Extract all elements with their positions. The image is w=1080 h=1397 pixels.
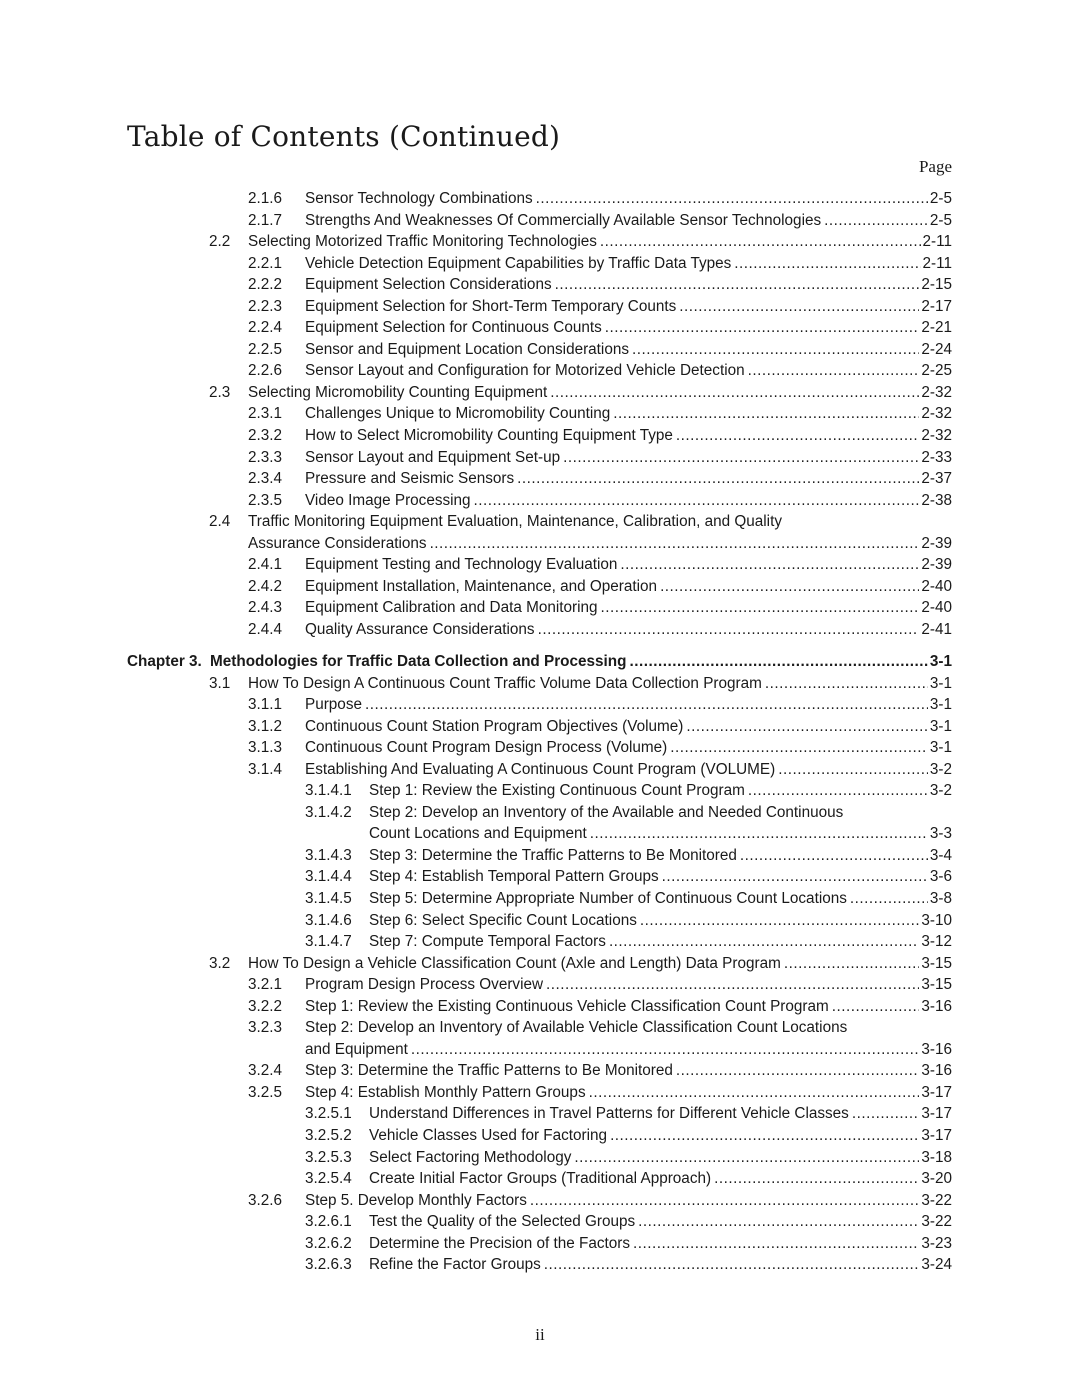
toc-entry-number: 3.2.6	[248, 1191, 283, 1209]
toc-entry-line	[305, 490, 952, 512]
toc-entry[interactable]	[0, 619, 1080, 641]
toc-entry-page[interactable]: 2-11	[922, 233, 952, 251]
toc-entry-number: 2.3	[209, 383, 231, 401]
toc-entry-page[interactable]: 2-5	[929, 190, 952, 207]
dot-leader	[544, 1254, 920, 1276]
dot-leader	[605, 317, 920, 339]
toc-entry-title[interactable]: Step 4: Establish Monthly Pattern Groups	[305, 1083, 586, 1101]
toc-list	[0, 188, 1080, 1276]
toc-entry-title[interactable]: How To Design A Continuous Count Traffic Volume Data Collection Program	[248, 674, 762, 692]
toc-entry-line	[369, 931, 952, 953]
toc-entry-title[interactable]: Equipment Testing and Technology Evaluation	[305, 556, 618, 574]
toc-entry[interactable]	[0, 1190, 1080, 1212]
toc-entry[interactable]	[0, 274, 1080, 296]
toc-entry[interactable]	[0, 1060, 1080, 1082]
dot-leader	[784, 953, 920, 975]
toc-entry[interactable]	[0, 931, 1080, 953]
toc-entry-title[interactable]: Establishing And Evaluating A Continuous Count Program (VOLUME)	[305, 760, 776, 778]
toc-entry-title[interactable]: Continuous Count Program Design Process (Volume)	[305, 739, 668, 757]
dot-leader	[474, 490, 920, 512]
toc-entry-line	[369, 1103, 952, 1125]
dot-leader	[530, 1190, 919, 1212]
dot-leader	[430, 533, 920, 555]
toc-entry-line	[248, 511, 952, 533]
toc-entry-title[interactable]: Step 7: Compute Temporal Factors	[369, 933, 606, 951]
toc-entry-page[interactable]: 3-16	[921, 997, 952, 1015]
toc-entry-page[interactable]: 3-15	[921, 954, 952, 972]
toc-entry-page[interactable]: 2-32	[921, 427, 952, 445]
toc-entry-line	[369, 1254, 952, 1276]
toc-entry-title[interactable]: Equipment Selection for Continuous Counts	[305, 319, 602, 337]
dot-leader	[365, 694, 928, 716]
dot-leader	[550, 382, 919, 404]
toc-entry-line	[305, 996, 952, 1018]
toc-entry-page[interactable]: 2-41	[921, 620, 952, 638]
toc-entry-title[interactable]: Program Design Process Overview	[305, 976, 544, 994]
dot-leader	[600, 231, 921, 253]
toc-entry-title[interactable]: Understand Differences in Travel Patterns for Different Vehicle Classes	[369, 1105, 849, 1123]
toc-entry-title[interactable]: Step 4: Establish Temporal Pattern Groups	[369, 868, 659, 886]
toc-entry[interactable]	[0, 210, 1080, 232]
toc-entry-page[interactable]: 3-22	[921, 1213, 952, 1231]
toc-entry[interactable]	[0, 576, 1080, 598]
toc-entry[interactable]	[0, 490, 1080, 512]
toc-entry-title[interactable]: Equipment Selection Considerations	[305, 276, 552, 294]
toc-entry-number: Chapter 3.	[127, 652, 202, 670]
toc-entry-page[interactable]: 3-1	[929, 739, 952, 757]
dot-leader	[574, 1147, 919, 1169]
toc-entry-number: 2.3.4	[248, 470, 283, 488]
toc-entry[interactable]	[0, 716, 1080, 738]
toc-entry-page[interactable]: 2-5	[929, 211, 952, 229]
toc-entry-line	[305, 694, 952, 716]
toc-entry-page[interactable]: 2-11	[922, 254, 952, 272]
toc-entry-title[interactable]: Equipment Calibration and Data Monitoring	[305, 599, 598, 617]
dot-leader	[852, 1103, 920, 1125]
toc-entry[interactable]	[0, 1254, 1080, 1276]
toc-entry[interactable]	[0, 231, 1080, 253]
toc-entry-number: 3.2.6.1	[305, 1213, 352, 1231]
dot-leader	[538, 619, 920, 641]
toc-entry-number: 2.2.1	[248, 254, 283, 272]
toc-entry-number: 3.1.4.3	[305, 846, 352, 864]
toc-entry[interactable]	[0, 845, 1080, 867]
toc-entry-number: 2.2.6	[248, 362, 283, 380]
toc-entry-number: 3.1.4.4	[305, 868, 352, 886]
toc-entry-page[interactable]: 3-1	[929, 717, 952, 735]
dot-leader	[620, 554, 919, 576]
toc-entry-page[interactable]: 3-4	[929, 846, 952, 864]
toc-entry-number: 3.2.5.4	[305, 1170, 352, 1188]
toc-entry-title[interactable]: Pressure and Seismic Sensors	[305, 470, 515, 488]
toc-entry[interactable]	[0, 468, 1080, 490]
toc-entry[interactable]	[0, 1233, 1080, 1255]
toc-entry-number: 3.2.5.3	[305, 1148, 352, 1166]
toc-entry-title[interactable]: Traffic Monitoring Equipment Evaluation, Maintenance, Calibration, and Quality	[248, 513, 782, 531]
toc-entry-title[interactable]: Determine the Precision of the Factors	[369, 1234, 631, 1252]
page-title: Table of Contents (Continued)	[127, 120, 561, 153]
toc-entry-line	[369, 888, 952, 910]
toc-entry[interactable]	[0, 597, 1080, 619]
toc-entry[interactable]	[0, 554, 1080, 576]
toc-entry-title[interactable]: Step 6: Select Specific Count Locations	[369, 911, 637, 929]
toc-entry-page[interactable]: 3-1	[929, 696, 952, 714]
toc-entry-title[interactable]: Video Image Processing	[305, 491, 471, 509]
dot-leader	[613, 403, 919, 425]
toc-entry-line	[305, 1082, 952, 1104]
toc-entry-line	[369, 845, 952, 867]
dot-leader	[563, 447, 919, 469]
toc-entry-title[interactable]: Step 3: Determine the Traffic Patterns to Be Monitored	[305, 1062, 673, 1080]
dot-leader	[633, 1233, 919, 1255]
toc-entry-page[interactable]: 3-8	[929, 890, 952, 907]
toc-entry-title[interactable]: Vehicle Classes Used for Factoring	[369, 1127, 608, 1145]
toc-entry[interactable]	[0, 953, 1080, 975]
toc-entry-number: 2.4	[209, 513, 231, 531]
toc-entry-number: 2.4.2	[248, 577, 283, 595]
toc-entry-page[interactable]: 3-15	[921, 976, 952, 994]
toc-entry-page[interactable]: 2-15	[921, 276, 952, 294]
toc-entry-number: 3.2.5.1	[305, 1105, 352, 1123]
toc-entry-title[interactable]: Count Locations and Equipment	[369, 825, 587, 843]
toc-entry-line	[248, 231, 952, 253]
toc-entry-page[interactable]: 2-17	[921, 297, 952, 315]
toc-entry-line	[305, 317, 952, 339]
toc-entry-title[interactable]: Purpose	[305, 696, 362, 714]
dot-leader	[536, 188, 928, 210]
toc-entry-line	[305, 425, 952, 447]
page-column-label: Page	[918, 157, 952, 176]
toc-entry-line	[369, 823, 952, 845]
toc-entry[interactable]	[0, 1082, 1080, 1104]
toc-entry-line	[305, 188, 952, 210]
toc-entry[interactable]	[0, 339, 1080, 361]
toc-chapter-entry[interactable]	[0, 651, 1080, 673]
toc-entry-line	[369, 866, 952, 888]
toc-entry-title[interactable]: Step 2: Develop an Inventory of Available Vehicle Classification Count Locations	[305, 1019, 848, 1037]
toc-entry-title[interactable]: Test the Quality of the Selected Groups	[369, 1213, 636, 1231]
toc-entry[interactable]	[0, 1125, 1080, 1147]
toc-entry[interactable]	[0, 360, 1080, 382]
dot-leader	[411, 1039, 919, 1061]
toc-entry-line	[369, 1233, 952, 1255]
toc-entry-page[interactable]: 3-18	[921, 1148, 952, 1166]
toc-entry-page[interactable]: 2-39	[921, 556, 952, 574]
dot-leader	[638, 1211, 919, 1233]
toc-entry-title[interactable]: Refine the Factor Groups	[369, 1256, 541, 1274]
dot-leader	[546, 974, 919, 996]
toc-entry-page[interactable]: 2-37	[921, 470, 952, 488]
toc-entry-number: 2.3.3	[248, 448, 283, 466]
footer-page-number: ii	[535, 1325, 545, 1344]
toc-entry[interactable]	[0, 780, 1080, 802]
toc-entry-number: 2.2.3	[248, 297, 283, 315]
toc-entry-title[interactable]: Selecting Micromobility Counting Equipment	[248, 383, 548, 401]
toc-entry-line	[305, 1039, 952, 1061]
toc-entry-title[interactable]: and Equipment	[305, 1040, 408, 1058]
toc-entry-line	[305, 759, 952, 781]
toc-entry-title[interactable]: Step 1: Review the Existing Continuous Count Program	[369, 782, 745, 800]
toc-entry-number: 3.1.4.2	[305, 803, 352, 821]
toc-entry-page[interactable]: 2-25	[921, 362, 952, 380]
toc-entry-line	[305, 737, 952, 759]
toc-entry-page[interactable]: 2-38	[921, 491, 952, 509]
toc-entry[interactable]	[0, 737, 1080, 759]
toc-entry-line	[305, 360, 952, 382]
toc-entry-number: 2.4.1	[248, 556, 283, 574]
toc-entry-page[interactable]: 3-1	[929, 674, 952, 692]
toc-entry-number: 2.3.5	[248, 491, 283, 509]
toc-entry-line	[305, 1060, 952, 1082]
dot-leader	[589, 1082, 920, 1104]
dot-leader	[640, 910, 920, 932]
toc-entry-line	[369, 1147, 952, 1169]
dot-leader	[629, 651, 927, 673]
toc-entry-number: 2.4.4	[248, 620, 283, 638]
toc-entry[interactable]	[0, 888, 1080, 910]
toc-entry[interactable]	[0, 673, 1080, 695]
toc-entry-page[interactable]: 3-1	[929, 652, 952, 670]
toc-entry-page[interactable]: 3-24	[921, 1256, 952, 1274]
dot-leader	[679, 296, 919, 318]
toc-entry-title[interactable]: How to Select Micromobility Counting Equipment Type	[305, 427, 673, 445]
toc-entry-number: 3.2.6.3	[305, 1256, 352, 1274]
toc-entry-number: 3.2.1	[248, 976, 283, 994]
toc-entry[interactable]	[0, 511, 1080, 533]
toc-entry-page[interactable]: 2-40	[921, 599, 952, 617]
toc-entry[interactable]	[0, 694, 1080, 716]
toc-entry-page[interactable]: 3-6	[929, 868, 952, 886]
dot-leader	[609, 931, 919, 953]
toc-entry-page[interactable]: 3-2	[929, 760, 952, 778]
toc-entry-line	[305, 339, 952, 361]
toc-entry-title[interactable]: Step 1: Review the Existing Continuous Vehicle Classification Count Program	[305, 997, 829, 1015]
toc-entry-line	[248, 673, 952, 695]
toc-entry-line	[305, 554, 952, 576]
toc-entry[interactable]	[0, 759, 1080, 781]
toc-entry-number: 2.2.4	[248, 319, 283, 337]
toc-entry[interactable]	[0, 403, 1080, 425]
toc-entry-number: 3.1.4.1	[305, 782, 352, 800]
toc-entry-title[interactable]: Continuous Count Station Program Objectives (Volume)	[305, 717, 684, 735]
toc-entry-line	[305, 974, 952, 996]
toc-entry-page[interactable]: 3-12	[921, 933, 952, 951]
toc-entry-line	[305, 253, 952, 275]
toc-entry[interactable]	[0, 1017, 1080, 1039]
toc-entry[interactable]	[0, 866, 1080, 888]
toc-entry-page[interactable]: 3-16	[921, 1062, 952, 1080]
toc-entry-title[interactable]: Step 3: Determine the Traffic Patterns to Be Monitored	[369, 846, 737, 864]
dot-leader	[660, 576, 919, 598]
toc-entry[interactable]	[0, 1039, 1080, 1061]
toc-entry[interactable]	[0, 996, 1080, 1018]
toc-entry-number: 3.2.6.2	[305, 1234, 352, 1252]
toc-entry-number: 3.1.3	[248, 739, 283, 757]
toc-entry-page[interactable]: 2-39	[921, 534, 952, 552]
dot-leader	[590, 823, 928, 845]
toc-entry-title[interactable]: Equipment Installation, Maintenance, and Operation	[305, 577, 658, 595]
toc-entry-page[interactable]: 2-32	[921, 405, 952, 423]
toc-entry-page[interactable]: 3-17	[921, 1105, 952, 1123]
toc-entry-title[interactable]: Methodologies for Traffic Data Collection and Processing	[210, 652, 627, 670]
toc-entry-title[interactable]: How To Design a Vehicle Classification Count (Axle and Length) Data Program	[248, 954, 781, 972]
toc-entry-line	[305, 716, 952, 738]
toc-entry-title[interactable]: Step 5. Develop Monthly Factors	[305, 1191, 527, 1209]
toc-entry-line	[305, 403, 952, 425]
toc-entry-line	[305, 619, 952, 641]
toc-entry-number: 3.2	[209, 954, 231, 972]
toc-entry-number: 3.2.5.2	[305, 1127, 352, 1145]
toc-entry-line	[305, 210, 952, 232]
toc-entry-title[interactable]: Equipment Selection for Short-Term Temporary Counts	[305, 297, 677, 315]
toc-entry-title[interactable]: Selecting Motorized Traffic Monitoring Technologies	[248, 233, 597, 251]
toc-entry-line	[305, 468, 952, 490]
toc-entry-number: 3.1.4.5	[305, 890, 352, 907]
toc-entry-number: 3.2.3	[248, 1019, 283, 1037]
toc-entry-line	[305, 576, 952, 598]
dot-leader	[824, 210, 928, 232]
toc-entry-title[interactable]: Quality Assurance Considerations	[305, 620, 535, 638]
toc-entry[interactable]	[0, 823, 1080, 845]
dot-leader	[676, 1060, 919, 1082]
toc-entry-line	[369, 802, 952, 824]
toc-entry-number: 3.1	[209, 674, 231, 692]
toc-entry-line	[305, 597, 952, 619]
toc-entry-title[interactable]: Challenges Unique to Micromobility Counting	[305, 405, 611, 423]
toc-entry-title[interactable]: Strengths And Weaknesses Of Commercially Available Sensor Technologies	[305, 211, 822, 229]
toc-entry[interactable]	[0, 974, 1080, 996]
toc-entry-number: 2.1.7	[248, 211, 283, 229]
toc-entry-page[interactable]: 3-23	[921, 1234, 952, 1252]
toc-entry-page[interactable]: 2-21	[921, 319, 952, 337]
toc-entry-line	[305, 447, 952, 469]
toc-entry[interactable]	[0, 296, 1080, 318]
toc-entry-line	[369, 780, 952, 802]
toc-entry-page[interactable]: 2-32	[921, 383, 952, 401]
toc-entry[interactable]	[0, 533, 1080, 555]
dot-leader	[748, 360, 920, 382]
toc-entry-number: 2.1.6	[248, 190, 283, 207]
dot-leader	[676, 425, 920, 447]
toc-entry-number: 2.3.2	[248, 427, 283, 445]
toc-entry-title[interactable]: Sensor Technology Combinations	[305, 190, 533, 207]
dot-leader	[662, 866, 928, 888]
dot-leader	[555, 274, 920, 296]
dot-leader	[601, 597, 920, 619]
toc-entry[interactable]	[0, 802, 1080, 824]
toc-entry[interactable]	[0, 910, 1080, 932]
dot-leader	[748, 780, 928, 802]
toc-entry-number: 3.1.2	[248, 717, 283, 735]
toc-entry-line	[369, 910, 952, 932]
dot-leader	[610, 1125, 919, 1147]
toc-entry-title[interactable]: Sensor Layout and Equipment Set-up	[305, 448, 561, 466]
dot-leader	[850, 888, 928, 910]
toc-entry-number: 3.2.2	[248, 997, 283, 1015]
toc-entry-title[interactable]: Sensor Layout and Configuration for Motorized Vehicle Detection	[305, 362, 745, 380]
toc-entry-title[interactable]: Step 2: Develop an Inventory of the Available and Needed Continuous	[369, 803, 844, 821]
dot-leader	[734, 253, 920, 275]
toc-entry-number: 3.1.1	[248, 696, 283, 714]
toc-entry-page[interactable]: 3-22	[921, 1191, 952, 1209]
toc-entry[interactable]	[0, 317, 1080, 339]
toc-entry[interactable]	[0, 382, 1080, 404]
toc-entry-title[interactable]: Sensor and Equipment Location Considerations	[305, 340, 629, 358]
toc-entry-number: 2.3.1	[248, 405, 283, 423]
dot-leader	[632, 339, 919, 361]
toc-entry-line	[369, 1125, 952, 1147]
toc-entry-number: 2.2.2	[248, 276, 283, 294]
toc-entry-number: 3.1.4.6	[305, 911, 352, 929]
toc-entry-number: 3.1.4.7	[305, 933, 352, 951]
toc-entry-page[interactable]: 3-2	[929, 782, 952, 800]
dot-leader	[765, 673, 928, 695]
toc-entry-page[interactable]: 3-10	[921, 911, 952, 929]
toc-entry-page[interactable]: 3-3	[929, 825, 952, 843]
toc-entry-page[interactable]: 3-20	[921, 1170, 952, 1188]
toc-entry-line	[248, 382, 952, 404]
toc-entry[interactable]	[0, 1168, 1080, 1190]
toc-entry-number: 3.2.4	[248, 1062, 283, 1080]
toc-entry-line	[305, 274, 952, 296]
dot-leader	[670, 737, 928, 759]
toc-entry-number: 2.2	[209, 233, 231, 251]
toc-entry-line	[210, 651, 952, 673]
toc-entry-page[interactable]: 3-17	[921, 1083, 952, 1101]
toc-entry-page[interactable]: 3-16	[921, 1040, 952, 1058]
toc-entry[interactable]	[0, 1211, 1080, 1233]
toc-entry-number: 2.2.5	[248, 340, 283, 358]
toc-entry[interactable]	[0, 188, 1080, 210]
toc-entry[interactable]	[0, 253, 1080, 275]
dot-leader	[832, 996, 920, 1018]
dot-leader	[686, 716, 928, 738]
toc-entry-title[interactable]: Assurance Considerations	[248, 534, 427, 552]
toc-entry-line	[305, 1190, 952, 1212]
toc-entry-page[interactable]: 2-33	[921, 448, 952, 466]
toc-entry-page[interactable]: 3-17	[921, 1127, 952, 1145]
toc-entry-title[interactable]: Step 5: Determine Appropriate Number of Continuous Count Locations	[369, 890, 847, 907]
dot-leader	[517, 468, 919, 490]
dot-leader	[714, 1168, 919, 1190]
toc-entry-title[interactable]: Create Initial Factor Groups (Traditional Approach)	[369, 1170, 712, 1188]
toc-entry-title[interactable]: Vehicle Detection Equipment Capabilities by Traffic Data Types	[305, 254, 732, 272]
toc-entry-number: 3.2.5	[248, 1083, 283, 1101]
toc-entry[interactable]	[0, 447, 1080, 469]
dot-leader	[740, 845, 928, 867]
toc-entry-number: 3.1.4	[248, 760, 283, 778]
toc-entry-line	[305, 1017, 952, 1039]
toc-entry-line	[248, 533, 952, 555]
toc-entry-line	[248, 953, 952, 975]
toc-entry[interactable]	[0, 425, 1080, 447]
toc-entry-page[interactable]: 2-40	[921, 577, 952, 595]
toc-entry[interactable]	[0, 1103, 1080, 1125]
dot-leader	[778, 759, 928, 781]
toc-entry-line	[369, 1211, 952, 1233]
toc-entry[interactable]	[0, 1147, 1080, 1169]
toc-entry-title[interactable]: Select Factoring Methodology	[369, 1148, 572, 1166]
toc-entry-number: 2.4.3	[248, 599, 283, 617]
toc-entry-line	[369, 1168, 952, 1190]
toc-entry-line	[305, 296, 952, 318]
toc-entry-page[interactable]: 2-24	[921, 340, 952, 358]
